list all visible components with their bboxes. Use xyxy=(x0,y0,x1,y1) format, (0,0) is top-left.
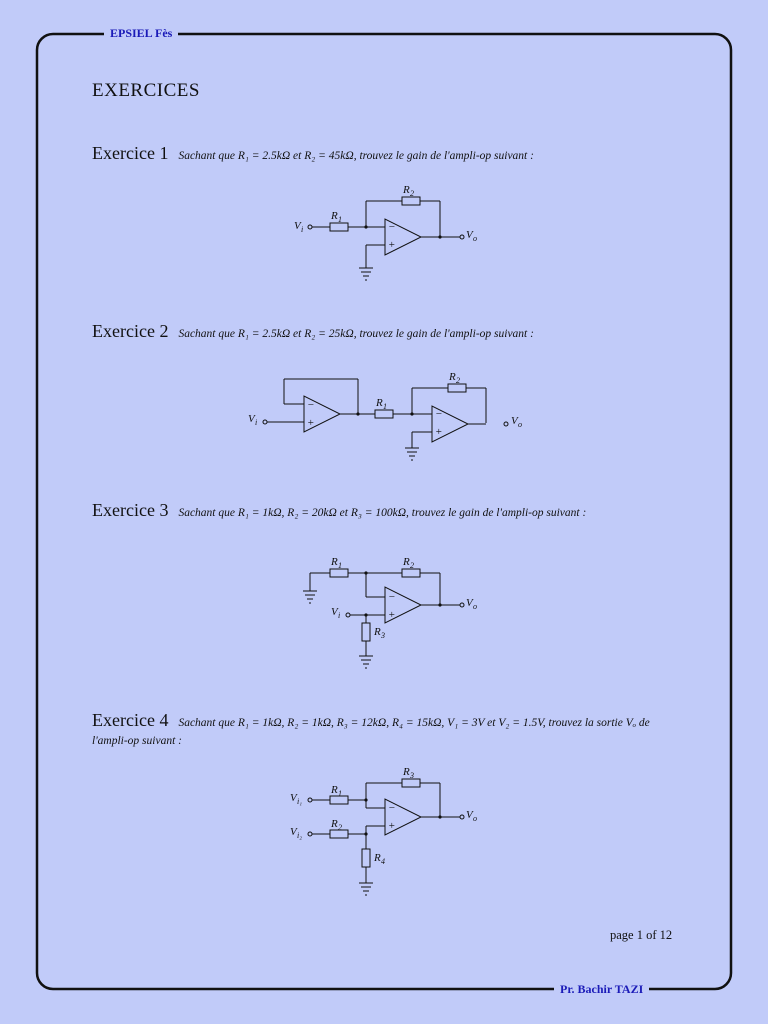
svg-text:R: R xyxy=(403,766,410,778)
svg-text:V: V xyxy=(466,229,473,241)
svg-text:−: − xyxy=(388,802,396,814)
svg-text:−: − xyxy=(388,221,396,233)
svg-text:R: R xyxy=(403,184,410,196)
svg-text:3: 3 xyxy=(381,631,385,640)
exercise-2 xyxy=(92,321,682,342)
svg-text:1: 1 xyxy=(383,402,387,411)
document-title: EXERCICES xyxy=(92,80,200,101)
page-number: page 1 of 12 xyxy=(610,928,673,942)
svg-text:2: 2 xyxy=(456,376,460,385)
svg-text:2: 2 xyxy=(410,189,414,198)
svg-text:i₂: i₂ xyxy=(297,831,303,840)
svg-text:V: V xyxy=(294,220,301,232)
svg-text:o: o xyxy=(473,234,477,243)
svg-text:V: V xyxy=(511,415,518,427)
svg-text:V: V xyxy=(248,413,255,425)
svg-text:V: V xyxy=(331,606,338,618)
svg-text:V: V xyxy=(466,809,473,821)
svg-text:o: o xyxy=(473,814,477,823)
svg-text:+: + xyxy=(388,239,396,251)
svg-text:R: R xyxy=(374,626,381,638)
svg-text:i: i xyxy=(301,225,304,234)
exercise-2-title: Exercice 2 xyxy=(92,321,169,341)
svg-text:−: − xyxy=(435,408,443,420)
svg-text:V: V xyxy=(290,792,297,804)
svg-text:4: 4 xyxy=(381,857,385,866)
svg-text:o: o xyxy=(518,420,522,429)
svg-text:V: V xyxy=(466,597,473,609)
svg-text:i: i xyxy=(255,418,258,427)
exercise-4-title: Exercice 4 xyxy=(92,710,169,730)
svg-text:2: 2 xyxy=(410,561,414,570)
svg-text:+: + xyxy=(435,426,443,438)
svg-text:i₁: i₁ xyxy=(297,797,303,806)
svg-text:3: 3 xyxy=(410,771,414,780)
circuit-3 xyxy=(290,553,500,678)
svg-text:+: + xyxy=(388,820,396,832)
svg-text:R: R xyxy=(331,784,338,796)
exercise-3-title: Exercice 3 xyxy=(92,500,169,520)
footer-author: Pr. Bachir TAZI xyxy=(554,982,649,997)
svg-text:R: R xyxy=(331,818,338,830)
svg-text:R: R xyxy=(376,397,383,409)
svg-text:R: R xyxy=(403,556,410,568)
svg-text:o: o xyxy=(473,602,477,611)
exercise-3-text: Sachant que R₁ = 1kΩ, R₂ = 20kΩ et R₃ = 100kΩ, trouvez le gain de l'ampli-op suivant : xyxy=(178,507,587,519)
svg-text:i: i xyxy=(338,611,341,620)
svg-text:+: + xyxy=(388,609,396,621)
svg-text:R: R xyxy=(331,210,338,222)
svg-text:−: − xyxy=(307,399,315,411)
svg-text:1: 1 xyxy=(338,789,342,798)
svg-text:R: R xyxy=(374,852,381,864)
exercise-1-title: Exercice 1 xyxy=(92,143,169,163)
exercise-3 xyxy=(92,500,682,521)
exercise-1 xyxy=(92,143,682,164)
circuit-4 xyxy=(280,763,500,908)
svg-text:R: R xyxy=(449,371,456,383)
exercise-1-text: Sachant que R₁ = 2.5kΩ et R₂ = 45kΩ, trouvez le gain de l'ampli-op suivant : xyxy=(178,150,534,162)
circuit-1 xyxy=(280,180,500,290)
exercise-4 xyxy=(92,710,682,749)
svg-text:1: 1 xyxy=(338,215,342,224)
svg-text:R: R xyxy=(331,556,338,568)
exercise-4-text: Sachant que R₁ = 1kΩ, R₂ = 1kΩ, R₃ = 12kΩ, R₄ = 15kΩ, V₁ = 3V et V₂ = 1.5V, trouvez la sortie Vₒ de l'ampli-op suivant : xyxy=(92,717,650,747)
exercise-2-text: Sachant que R₁ = 2.5kΩ et R₂ = 25kΩ, trouvez le gain de l'ampli-op suivant : xyxy=(178,328,534,340)
svg-text:−: − xyxy=(388,591,396,603)
header-school: EPSIEL Fès xyxy=(104,26,178,41)
svg-text:V: V xyxy=(290,826,297,838)
svg-text:+: + xyxy=(307,417,315,429)
svg-text:1: 1 xyxy=(338,561,342,570)
circuit-2 xyxy=(240,368,540,478)
svg-text:2: 2 xyxy=(338,823,342,832)
